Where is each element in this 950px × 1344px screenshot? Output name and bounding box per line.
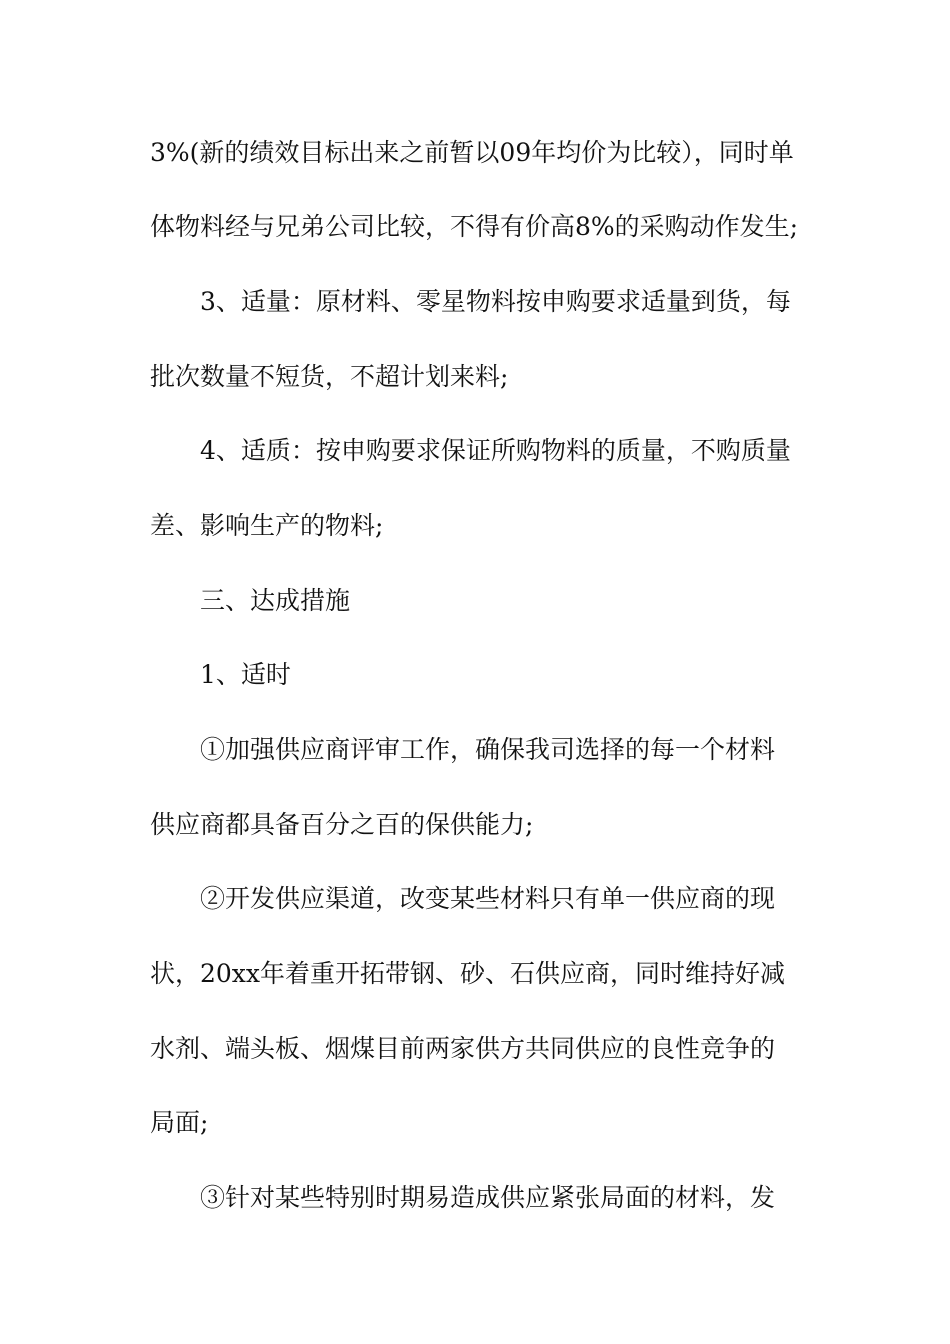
text-line: 供应商都具备百分之百的保供能力; bbox=[150, 810, 534, 839]
text-line: ②开发供应渠道，改变某些材料只有单一供应商的现 bbox=[200, 884, 776, 913]
text-line: 3%(新的绩效目标出来之前暂以09年均价为比较），同时单 bbox=[150, 138, 794, 167]
text-line: 3、适量：原材料、零星物料按申购要求适量到货，每 bbox=[200, 287, 791, 316]
text-line: 体物料经与兄弟公司比较，不得有价高8%的采购动作发生; bbox=[150, 212, 799, 241]
text-line: ①加强供应商评审工作，确保我司选择的每一个材料 bbox=[200, 735, 776, 764]
text-line: 局面; bbox=[150, 1108, 209, 1137]
text-line: 水剂、端头板、烟煤目前两家供方共同供应的良性竞争的 bbox=[150, 1034, 776, 1063]
text-line: ③针对某些特别时期易造成供应紧张局面的材料，发 bbox=[200, 1183, 776, 1212]
section-heading: 三、达成措施 bbox=[200, 586, 351, 615]
text-line: 4、适质：按申购要求保证所购物料的质量，不购质量 bbox=[200, 436, 791, 465]
subsection-heading: 1、适时 bbox=[200, 660, 291, 689]
text-line: 状，20xx年着重开拓带钢、砂、石供应商，同时维持好减 bbox=[150, 959, 786, 988]
text-line: 差、影响生产的物料; bbox=[150, 511, 384, 540]
text-line: 批次数量不短货，不超计划来料; bbox=[150, 362, 509, 391]
